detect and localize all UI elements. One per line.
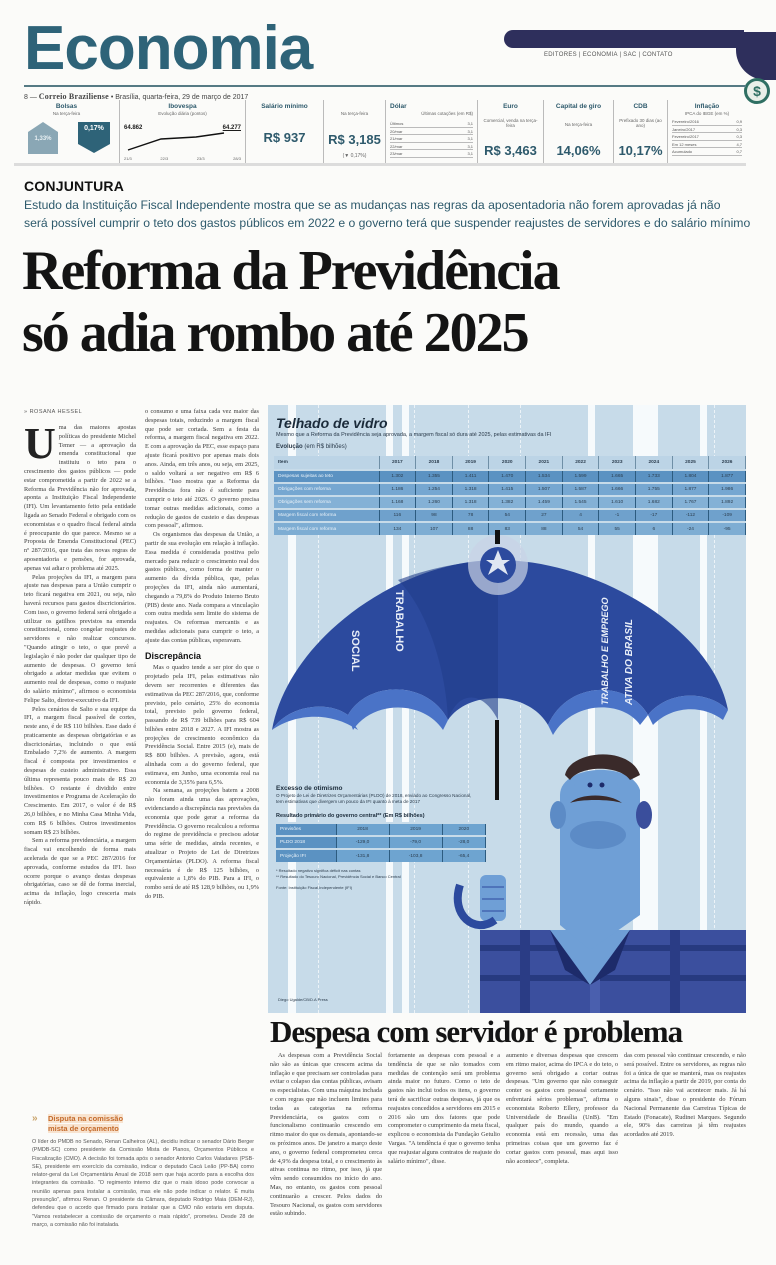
indicator-inflacao bbox=[668, 100, 746, 163]
article-deck bbox=[24, 196, 751, 232]
secondary-column-1 bbox=[270, 1052, 382, 1265]
ibovespa-sparkline bbox=[126, 124, 226, 154]
paragraph: Sem a reforma previdenciária, a margem fiscal vai encolhendo de forma mais acelerada de que se a PEC 287/2016 for aprovada, conforme estudos da IFI. Isso ocorre porque o avanço destas despesas obrigatórias, caso se dê de forma inercial, acima da inflação, logo cresceria mais rápido. bbox=[24, 837, 136, 907]
result-table-title: Resultado primário do governo central** (Em R$ bilhões) bbox=[276, 813, 425, 819]
indicator-title: Salário mínimo bbox=[261, 103, 308, 110]
dolar-history-table: Últimos 3,1 20/mar 3,1 21/mar 3,1 22/mar 3,1 23/mar 3,1 bbox=[390, 121, 473, 156]
indicator-title: Euro bbox=[503, 103, 518, 110]
sidebar-disputa-comissao bbox=[32, 1114, 254, 1229]
dollar-coin-icon: $ bbox=[744, 78, 770, 104]
table-row: Margem fiscal com reforma 134 107 88 83 88 54 55 6 -24 -95 bbox=[274, 522, 746, 535]
sao-paulo-value: 1,33% bbox=[34, 136, 52, 142]
down-arrow-icon bbox=[78, 122, 110, 153]
section-title: Economia bbox=[24, 14, 313, 83]
infographic-telhado-de-vidro bbox=[268, 405, 746, 1013]
paragraph: fortamente as despesas com pessoal e a tendência de que se não tomados com medidas de contenção será um problema ainda maior no futuro. Como o teto de gastos não inclui todos os itens, o governo terá de sacrificar outras despesas, já que os reajustes concedidos a servidores em 2015 e 2016 são um dos fatores que pode comprometer o cumprimento da meta fiscal, explicou o economista da Fundação Getulio Vargas. "A tendência é que o governo tenha que reajustar alguns contratos de reajuste do salário mínimo", disse. bbox=[388, 1052, 500, 1165]
deck-line-1: Estudo da Instituição Fiscal Independente mostra que se as mudanças nas regras da aposentadoria não forem aprovadas já não bbox=[24, 198, 721, 212]
secondary-headline: Despesa com servidor é problema bbox=[270, 1014, 683, 1049]
sparkline-ticks: 21/3 22/3 23/3 28/3 bbox=[124, 156, 241, 161]
indicator-title: Capital de giro bbox=[555, 103, 602, 110]
inflation-table: Fevereiro/2016 0,9 Janeiro/2017 0,3 Fevereiro/2017 0,3 Em 12 meses 4,7 Acumulado 0,7 bbox=[672, 119, 742, 154]
umbrella-text-emprego: TRABALHO E EMPREGO bbox=[600, 597, 610, 705]
indicator-value: 10,17% bbox=[618, 143, 663, 158]
table-header-row: Previsões 2018 2019 2020 bbox=[276, 823, 486, 836]
indicator-salario-minimo bbox=[246, 100, 324, 163]
masthead-logo-swoosh bbox=[736, 32, 776, 80]
paragraph: Pelas projeções da IFI, a margem para ajuste nas despesas para a União cumprir o teto ficará negativa em 2021, ou seja, não haverá recursos para gastos discricionários. Com isso, o governo federal será obrigado a utilizar os gatilhos previstos na emenda constitucional, como congelar reajustes de servidores e não realizar concursos. "Quando atingir o teto, o que prevê a legislação é não poder dar qualquer tipo de aumento de despesas. O governo terá obrigado a adotar medidas que evitem o aumento real de despesas, como o reajuste do salário mínimo", afirmou o economista Felipe Salto, diretor-executivo da IFI. bbox=[24, 573, 136, 704]
table-header-row: Item 2017 2018 2019 2020 2021 2022 2023 2024 2025 2026 bbox=[274, 456, 746, 470]
table-notes: * Resultado negativo significa déficit nas contas ** Resultado do Tesouro Nacional, Previdência Social e Banco Central bbox=[276, 868, 401, 879]
indicator-subtitle: Na terça-feira bbox=[52, 111, 81, 116]
umbrella-text-social: SOCIAL bbox=[349, 630, 361, 672]
indicator-capital-giro bbox=[544, 100, 614, 163]
infographic-subtitle: Mesmo que a Reforma da Previdência seja aprovada, a margem fiscal só dura até 2025, pelas estimativas da IFI bbox=[276, 432, 552, 438]
secondary-column-3 bbox=[506, 1052, 618, 1265]
civil-servant-illustration bbox=[480, 735, 746, 1013]
source-note: Fonte: Instituição Fiscal Independente (IFI) bbox=[276, 885, 353, 890]
headline-line-2: só adia rombo até 2025 bbox=[22, 302, 528, 364]
masthead-band bbox=[504, 30, 744, 48]
new-york-value: 0,17% bbox=[84, 125, 104, 132]
dropcap: U bbox=[24, 419, 56, 468]
byline: » ROSANA HESSEL bbox=[24, 409, 83, 415]
excess-optimism-box bbox=[276, 785, 476, 890]
paragraph: ma das maiores apostas políticas do presidente Michel Temer — a aprovação da emenda constitucional que instituiu o teto para o crescimento dos gastos públicos — pode estar comprometida a partir de 2022 se a Reforma da Previdência não for aprovada, aponta a Instituição Fiscal Independente (IFI). Um levantamento feito pela entidade ligada ao Senado Federal e obrigado com os economistas e o quadro fiscal federal ainda é preocupante do que parece. Mesmo se a Proposta de Emenda Constitucional (PEC) nº 287/2016, que trata das novas regras de aposentadoria e pensões, for aprovada, apenas vai adiar o problema até 2025. bbox=[24, 424, 136, 572]
indicator-title: Bolsas bbox=[55, 103, 78, 110]
indicator-value: R$ 3,185 bbox=[328, 132, 381, 147]
masthead-info: EDITORES | ECONOMIA | SAC | CONTATO bbox=[544, 52, 673, 58]
paragraph: o consumo e uma faixa cada vez maior das despesas totais, reduzindo a margem fiscal que pode ser cortada. Sem a festa da reforma, a margem fiscal negativa em 2022. E com a aprovação da PEC, esse espaço para ajuste ficará positivo por apenas mais dois anos. Ainda, em três anos, ou seja, em 2025, o saldo voltará a ser negativo em R$ 6 bilhões. "Isso mostra que a Reforma da Previdência fora não é suficiente para cumprir o teto até 2026. O governo precisa tomar outras medidas adicionais, como a redução de gastos de custeio e das despesas com pessoal", afirmou. bbox=[145, 408, 259, 530]
indicator-subtitle: Na terça-feira bbox=[564, 122, 593, 127]
house-icon bbox=[28, 122, 58, 156]
secondary-column-4 bbox=[624, 1052, 746, 1265]
indicator-title: Ibovespa bbox=[168, 103, 197, 110]
indicator-subtitle: IPCA do IBGE (em %) bbox=[684, 111, 730, 116]
article-headline bbox=[22, 240, 762, 364]
article-column-2 bbox=[145, 408, 259, 1084]
indicator-subtitle: Evolução diária (pontos) bbox=[158, 111, 207, 116]
masthead bbox=[14, 12, 761, 101]
table-row: Margem fiscal com reforma 116 98 78 54 27 4 -1 -17 -112 -109 bbox=[274, 509, 746, 522]
table-row: Obrigações com reforma 1.186 1.254 1.318 1.415 1.507 1.587 1.666 1.755 1.877 1.986 bbox=[274, 483, 746, 496]
table-row: PLDO 2018 -129,0 -79,0 -28,0 bbox=[276, 836, 486, 849]
table-row: Projeção IFI -131,8 -103,8 -65,4 bbox=[276, 849, 486, 862]
paragraph: Na semana, as projeções batem a 2008 não foram ainda uma das aprovações, evidenciando a discrepância nas previsões da economia que pode gerar a reforma da Previdência. O governo recalculou a reforma do regime de previdência e precisou adotar uma série de medidas, ainda recentes, e atualizar o Projeto de Lei de Diretrizes Orçamentárias (PLDO). A reforma fiscal necessária é de R$ 125 bilhões, o equivalente a 1,8% do PIB. Para a IFI, o rombo será de até R$ 128,9 bilhões, ou 1,9% do PIB. bbox=[145, 787, 259, 901]
paragraph: aumento e diversas despesas que crescem em ritmo maior, acima do IPCA e do teto, o governo será obrigado a cortar outras despesas. "Um governo que não conseguir conter os gastos com pessoal certamente enfrentará sérios problemas", afirma o economista Roberto Ellery, professor da Universidade de Brasília (UnB). "Em qualquer país do mundo, quando a economia está em recessão, uma das primeiras coisas que um governo faz é cortar gastos com pessoal, mas aqui isso não acontece", completa. bbox=[506, 1052, 618, 1165]
indicator-bolsas bbox=[14, 100, 120, 163]
indicator-ibovespa bbox=[120, 100, 246, 163]
paragraph: Os organismos das despesas da União, a partir de sua evolução em relação à inflação. Essa medida é considerada positiva pelo mercado para reduzir o crescimento real dos gastos públicos, como forma de manter o aumento da dívida pública, que, pelas projeções da IFI, ainda não aumentará, chegando a 79,8% do Produto Interno Bruto (PIB) deste ano. Nada compara a vinculação com outra medida sem limite do sistema de reajustes. Os reformas mercantis e as medidas adicionais para cumprir o teto, a ajuste das contas públicas, esperavam. bbox=[145, 531, 259, 644]
ibovespa-start-value: 64.862 bbox=[124, 125, 143, 131]
page-number: 8 bbox=[24, 94, 28, 101]
deck-line-2: será possível cumprir o teto dos gastos públicos em 2022 e o governo terá que suspender reajustes de servidores e do salário mínimo bbox=[24, 216, 751, 230]
quote-marks-icon: » bbox=[32, 1113, 38, 1124]
headline-line-1: Reforma da Previdência bbox=[22, 240, 559, 302]
indicator-title: CDB bbox=[633, 103, 648, 110]
paragraph: Pelos cenários de Salto e sua equipe da IFI, a margem fiscal passível de cortes, neste ano, é de R$ 110 bilhões. Esse dado é praticamente as despesas obrigatórias e as discricionárias, incluindo o que está Embalado 7,2% de aumento. A margem fiscal é composta por investimentos e despesas de custeio administrativo. Essa última representa pouco mais de R$ 20 bilhões. O restante é dividido entre investimentos e Programa de Aceleração do Crescimento. Em 2017, o valor é de R$ 26,0 bilhões, e no Minha Casa Minha Vida, com R$ 6 bilhões. Outros investimentos somam R$ 23 bilhões. bbox=[24, 705, 136, 836]
indicator-change: (▼ 0,17%) bbox=[342, 153, 367, 159]
umbrella-text-brasil: ATIVA DO BRASIL bbox=[624, 619, 635, 705]
paragraph: Mas o quadro tende a ser pior do que o projetado pela IFI, pelas estimativas não devem ser recorrentes e diferentes das estimativas da PEC 287/2016, que, conforme previsto, pelo cenário, 25% do economia total, previsto pelo governo federal, passando de R$ 739 bilhões para R$ 604 bilhões entre 2018 e 2027. A IFI mostra as projeções de crescimento econômico da Previdência Social. Entre 2015 (e), mais de R$ 800 bilhões. A previsão, agora, está alinhada com a do governo federal, que estimava, em Junho, uma economia real na economia de 3,35% para 6,5%. bbox=[145, 664, 259, 786]
indicator-value: R$ 937 bbox=[263, 130, 306, 145]
dateline: 8 — Correio Braziliense • Brasília, quarta-feira, 29 de março de 2017 bbox=[24, 92, 249, 101]
indicator-cdb bbox=[614, 100, 668, 163]
table-row: Obrigações sem reforma 1.168 1.260 1.318 1.382 1.459 1.545 1.610 1.682 1.767 1.892 bbox=[274, 496, 746, 509]
article-column-1 bbox=[24, 419, 136, 1084]
indicator-value: R$ 3,463 bbox=[484, 143, 537, 158]
illustration-credit: Diego Ugalde/CB/D.A Press bbox=[278, 997, 328, 1002]
indicator-subtitle: Últimas cotações (em R$) bbox=[421, 111, 473, 116]
indicator-subtitle: Prefixado 30 dias (ao ano) bbox=[619, 118, 662, 128]
paragraph: As despesas com a Previdência Social não são as únicas que crescem acima da inflação e que precisam ser controladas para evitar o colapso das contas públicas, avisam os especialistas. Com uma máquina inchada e com regras que não incluem limites para todas as categorias na reforma Previdenciária, os gastos com o funcionalismo continuarão crescendo em ritmo maior do que os demais, apontando-se os próximos anos. De janeiro a março deste ano, o governo federal comprometeu cerca de 4,9% da despesa total, e o crescimento às ativas continua no ritmo, por isso, já que vêm sendo consumidos no início do ano. Mas, no entanto, os gastos com pessoal continuarão a crescer. Pelos dados do Tesouro Nacional, os gastos com servidores estão subindo. bbox=[270, 1052, 382, 1218]
evolution-label: Evolução (em R$ bilhões) bbox=[276, 444, 347, 450]
sidebar-text: O líder do PMDB no Senado, Renan Calheiros (AL), decidiu indicar o senador Dário Berger (PMDB-SC) como presidente da Comissão Mista de Planos, Orçamentos Públicos e Fiscalização (CMO). A decisão foi tomada após o senador Antonio Carlos Valadares (PSB-SE), presidente em exercício da comissão, indicar o deputado Cacá Leão (PP-BA) como relator-geral da Lei Orçamentária Anual de 2018 sem que haja acordo para a escolha dos integrantes da comissão. "O regimento interno diz que o mais idoso pode convocar a reunião apenas para instalar a comissão, mas ele não pode indicar o relator. É muita presunção", afirmou Renan. O presidente da Câmara, deputado Rodrigo Maia (DEM-RJ), defendeu que o acordo que firmado para instalar que a CMO não estaria em disputa. "Vamos restabelecer a comissão de orçamento o mais rápido", prometeu. Desde 28 de março, a comissão não foi instalada. bbox=[32, 1139, 254, 1228]
paragraph: das com pessoal vão continuar crescendo, e não será possível. Entre os servidores, as regras não foi a única de que se manterá, mas os reajustes acima da inflação a partir de 2019, por conta do cenário. "Isso não vai acontecer mais. Já há alguns sinais", disse o presidente do Fórum Nacional Permanente das Carreiras Típicas de Estado (Fonacate), Rudinei Marques. Segundo ele, 90% das carreiras já têm reajustes acordados até 2019. bbox=[624, 1052, 746, 1139]
indicator-dolar-history bbox=[386, 100, 478, 163]
subhead-discrepancia: Discrepância bbox=[145, 650, 202, 661]
market-indicators-bar bbox=[14, 100, 746, 166]
indicator-subtitle: Na terça-feira bbox=[340, 111, 369, 116]
indicator-euro bbox=[478, 100, 544, 163]
indicator-title: Inflação bbox=[694, 103, 720, 110]
date: Brasília, quarta-feira, 29 de março de 2017 bbox=[115, 94, 249, 101]
masthead-divider bbox=[24, 85, 746, 87]
umbrella-text-trabalho: TRABALHO bbox=[393, 590, 405, 652]
fiscal-margin-table bbox=[274, 456, 746, 535]
indicator-title: Dólar bbox=[390, 103, 407, 110]
secondary-column-2 bbox=[388, 1052, 500, 1265]
ibovespa-end-value: 64.277 bbox=[222, 125, 241, 131]
article-kicker: CONJUNTURA bbox=[24, 178, 124, 194]
indicator-subtitle: Comercial, venda na terça-feira bbox=[483, 118, 538, 128]
indicator-value: 14,06% bbox=[556, 143, 601, 158]
table-row: Despesas sujeitas ao teto 1.302 1.355 1.411 1.470 1.534 1.599 1.665 1.733 1.804 1.877 bbox=[274, 470, 746, 483]
newspaper-name: Correio Braziliense bbox=[38, 92, 109, 101]
primary-result-table bbox=[276, 822, 486, 862]
excess-text: O Projeto de Lei de Diretrizes Orçamentárias (PLDO) de 2018, enviado ao Congresso Nacional, tem estimativas que divergem um pouco da IFI quanto à meta de 2017 bbox=[276, 793, 472, 804]
infographic-title: Telhado de vidro bbox=[276, 415, 388, 431]
indicator-dolar bbox=[324, 100, 386, 163]
sidebar-title: » Disputa na comissão mista de orçamento bbox=[32, 1113, 124, 1133]
excess-title: Excesso de otimismo bbox=[276, 785, 343, 792]
